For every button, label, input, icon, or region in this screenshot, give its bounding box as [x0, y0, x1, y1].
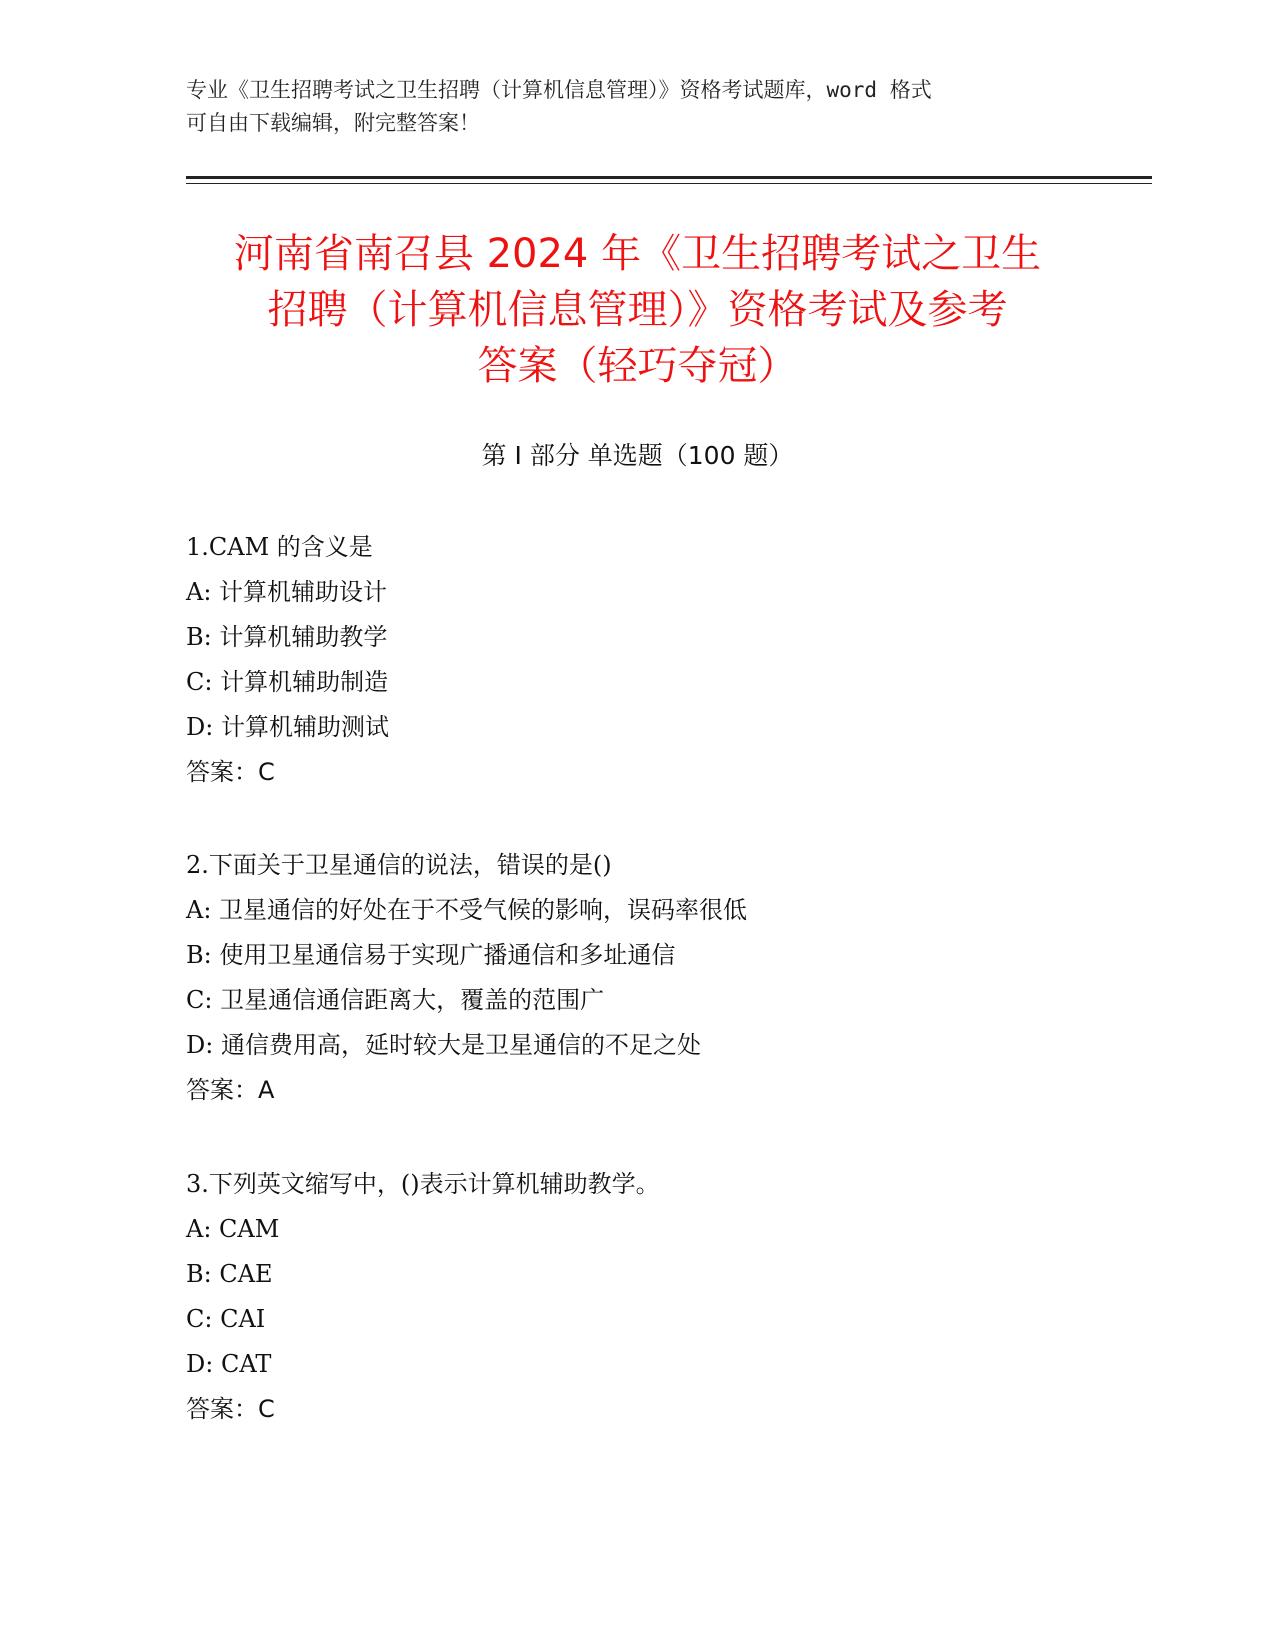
section-heading: 第 I 部分 单选题（100 题） [481, 441, 794, 470]
option-a: A: 计算机辅助设计 [186, 578, 388, 606]
document-title-line-1: 河南省南召县 2024 年《卫生招聘考试之卫生 [233, 231, 1042, 277]
question-2 [186, 843, 1086, 1113]
question-stem: 1.CAM 的含义是 [186, 533, 373, 561]
option-b: B: 计算机辅助教学 [186, 623, 388, 651]
document-title-line-3: 答案（轻巧夺冠） [477, 343, 798, 389]
option-d: D: 计算机辅助测试 [186, 713, 389, 741]
option-c: C: CAI [186, 1305, 266, 1333]
header-divider-thin [186, 183, 1152, 184]
option-c: C: 计算机辅助制造 [186, 668, 389, 696]
document-title [150, 226, 1125, 394]
question-1 [186, 525, 1086, 795]
option-d: D: 通信费用高，延时较大是卫星通信的不足之处 [186, 1031, 701, 1059]
option-b: B: 使用卫星通信易于实现广播通信和多址通信 [186, 941, 676, 969]
option-b: B: CAE [186, 1260, 273, 1288]
header-note [186, 74, 1066, 140]
header-note-line-1: 专业《卫生招聘考试之卫生招聘（计算机信息管理）》资格考试题库，word 格式 [186, 78, 932, 102]
option-d: D: CAT [186, 1350, 272, 1378]
document-title-line-2: 招聘（计算机信息管理）》资格考试及参考 [267, 287, 1008, 333]
answer-line: 答案：A [186, 1076, 275, 1104]
answer-line: 答案：C [186, 758, 275, 786]
answer-line: 答案：C [186, 1395, 275, 1423]
question-3 [186, 1162, 1086, 1432]
header-divider-thick [186, 176, 1152, 179]
header-note-line-2: 可自由下载编辑，附完整答案！ [186, 111, 480, 135]
option-a: A: 卫星通信的好处在于不受气候的影响，误码率很低 [186, 896, 748, 924]
question-stem: 3.下列英文缩写中，()表示计算机辅助教学。 [186, 1170, 660, 1198]
option-a: A: CAM [186, 1215, 280, 1243]
option-c: C: 卫星通信通信距离大，覆盖的范围广 [186, 986, 605, 1014]
question-stem: 2.下面关于卫星通信的说法，错误的是() [186, 851, 612, 879]
